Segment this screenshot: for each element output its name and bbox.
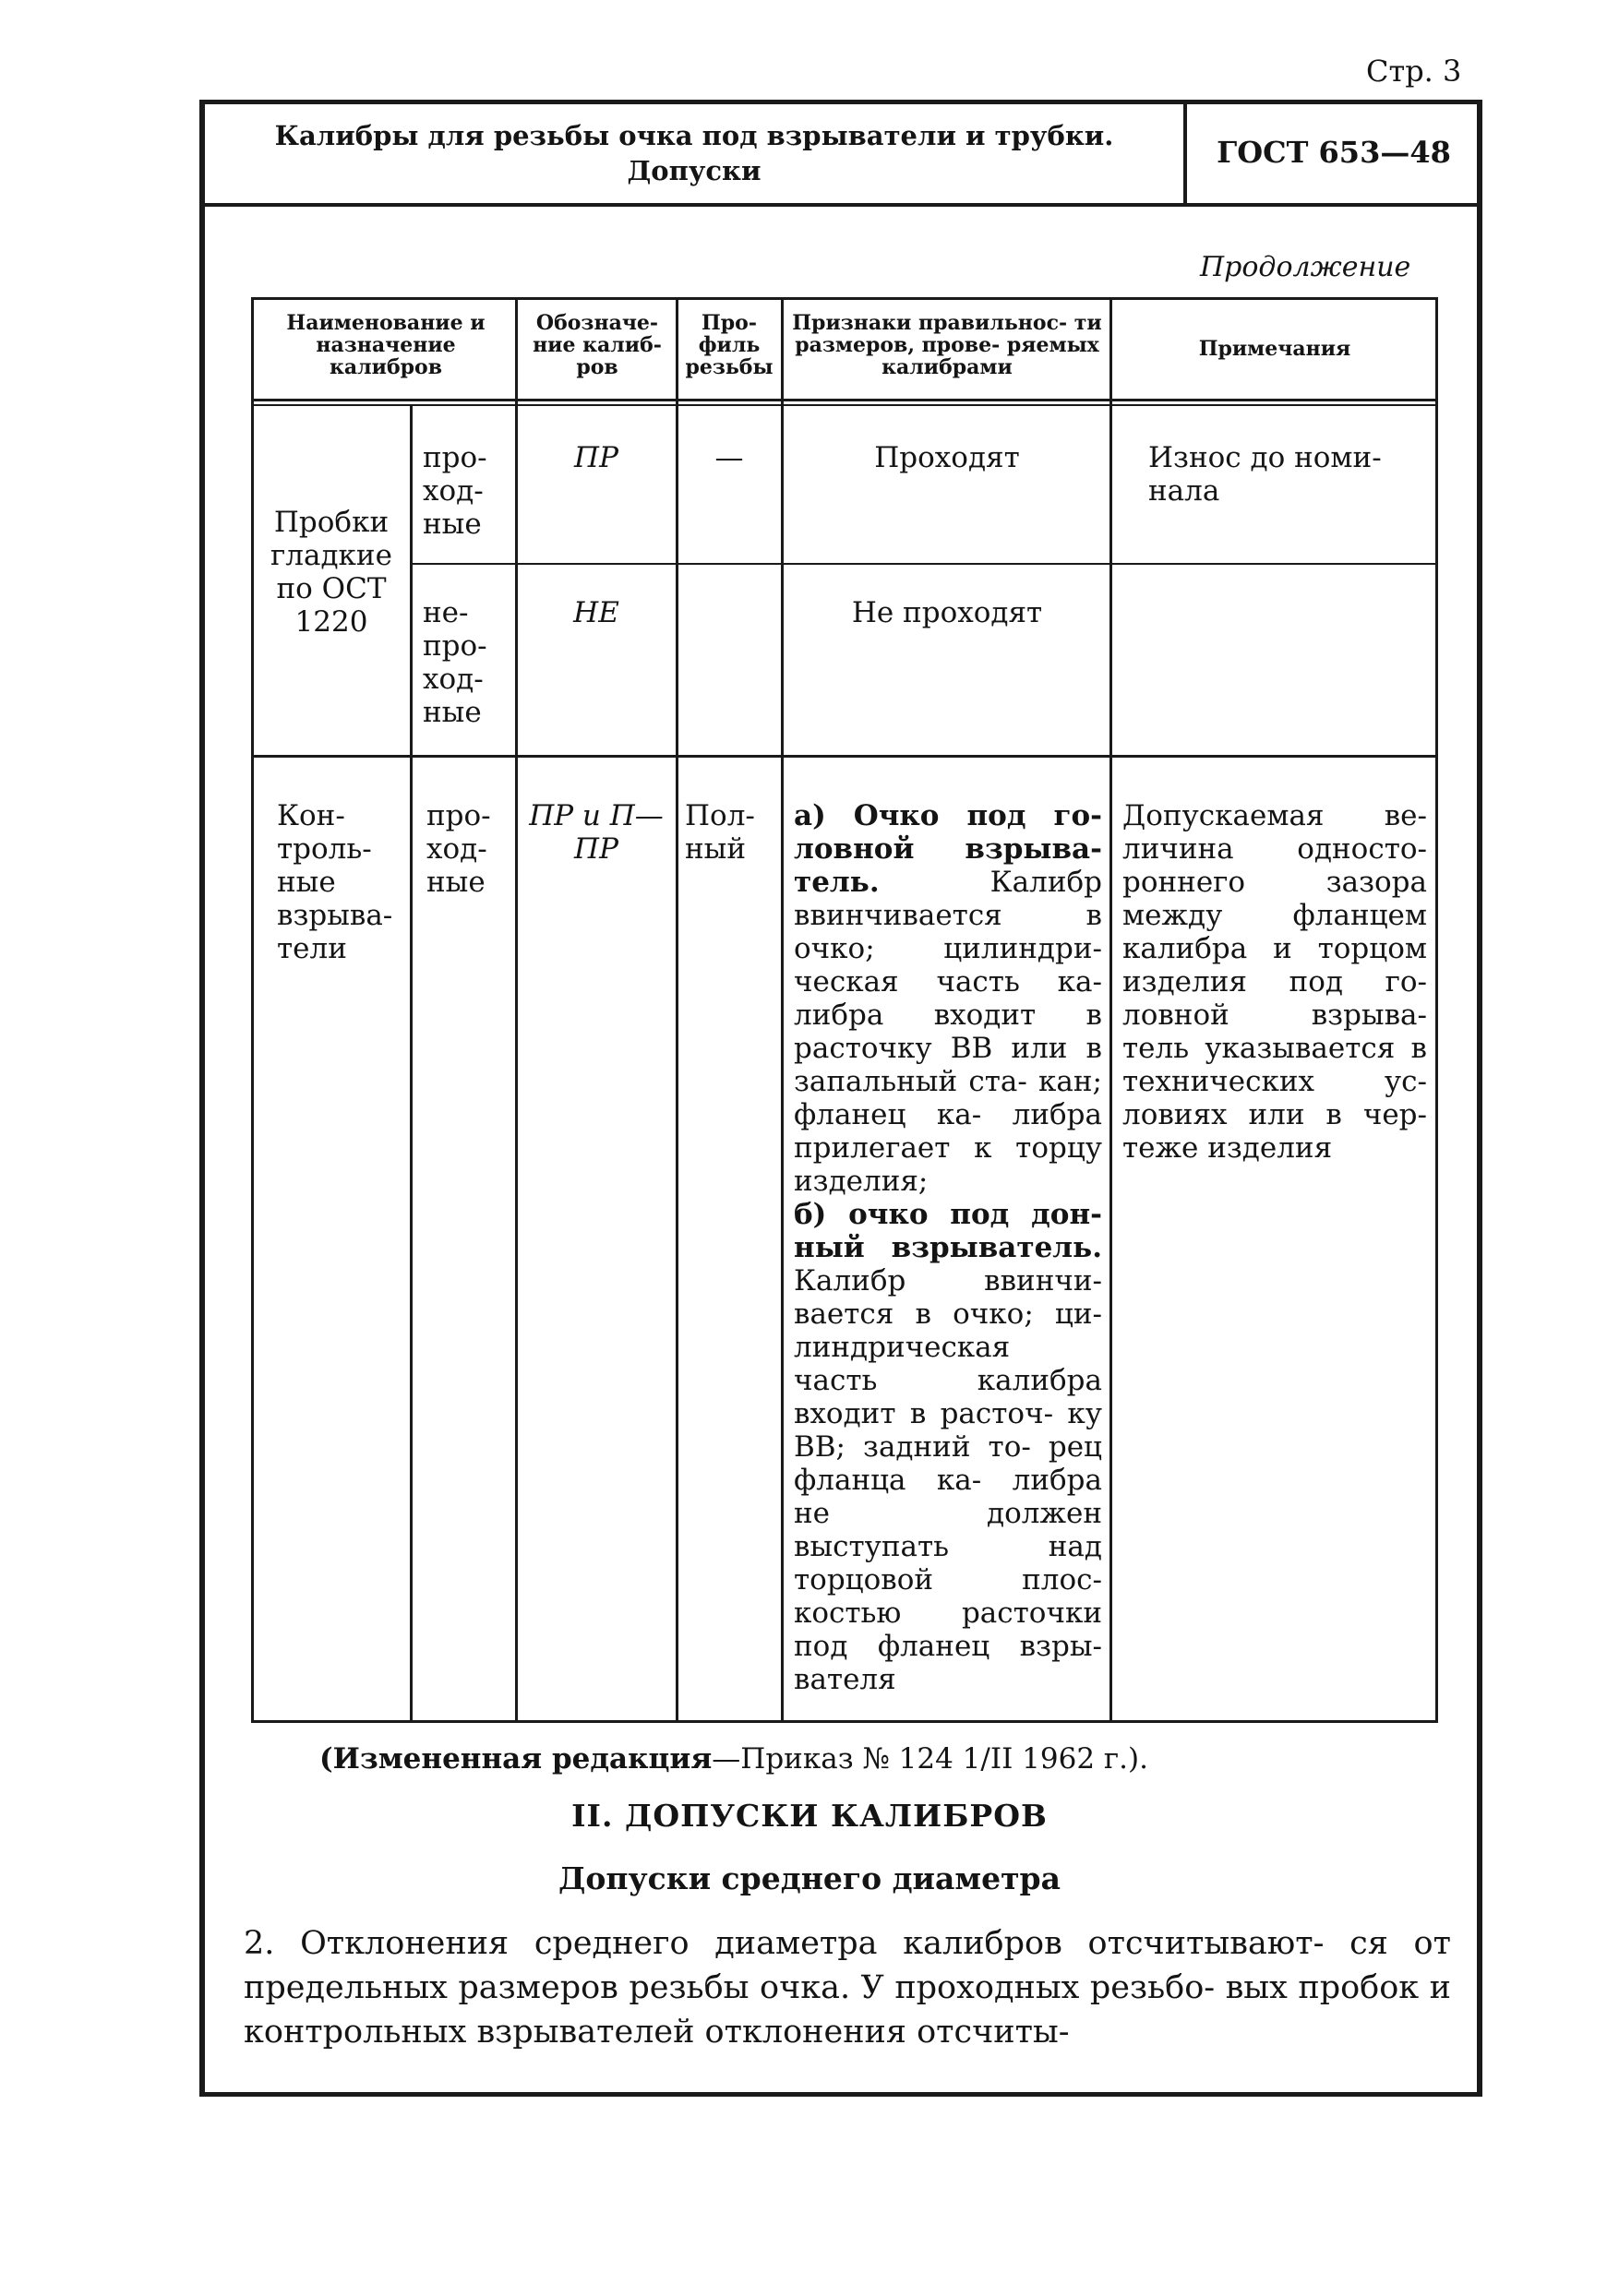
calibers-table — [251, 297, 1438, 1723]
col-line-3 — [781, 297, 784, 1723]
group1-row1-profile: — — [714, 441, 744, 474]
group1-row2-signs: Не проходят — [851, 596, 1043, 629]
gost-code: ГОСТ 653—48 — [1217, 135, 1451, 170]
group1-row1-designation: ПР — [574, 441, 618, 474]
header-title-line2: Допуски — [627, 155, 762, 186]
subsection-title: Допуски среднего диаметра — [558, 1860, 1061, 1896]
group1-row1-sub: про- ход- ные — [423, 441, 487, 541]
header-name: Наименование и назначение калибров — [286, 311, 486, 379]
group1-row2-sub: не- про- ход- ные — [423, 596, 487, 729]
col-line-4 — [1109, 297, 1112, 1723]
group2-profile: Пол- ный — [685, 799, 755, 866]
table-bottom-line — [251, 1720, 1438, 1723]
col-line-2 — [676, 297, 678, 1723]
signs-a-title: а) Очко под го- ловной взрыва- тель. — [794, 799, 1102, 899]
group1-row1-notes: Износ до номи- нала — [1148, 441, 1382, 508]
signs-b-title: б) очко под дон- ный взрыватель. — [794, 1198, 1102, 1264]
header-signs: Признаки правильнос- ти размеров, прове- ряемых калибрами — [792, 311, 1102, 379]
group2-notes: Допускаемая ве- личина односто- роннего зазора между фланцем калибра и торцом изделия под го- ловной взрыва- тель указывается в технических ус- ловиях или в чер- теже изделия — [1122, 799, 1427, 1165]
header-bottom-line-2 — [251, 404, 1438, 406]
col-line-sub — [410, 404, 413, 1723]
row1-bottom-line — [412, 563, 1438, 565]
body-paragraph: 2. Отклонения среднего диаметра калибров отсчитывают- ся от предельных размеров резьбы очка. У проходных резьбо- вых пробок и контрольных взрывателей отклонения отсчиты- — [244, 1925, 1451, 2051]
header-divider — [1183, 100, 1187, 207]
amendment-bold: (Измененная редакция — [319, 1742, 713, 1776]
group2-signs — [794, 799, 1102, 1696]
group2-designation: ПР и П—ПР — [529, 799, 664, 866]
col-line-5 — [1435, 297, 1438, 1723]
header-designation: Обозначе- ние калиб- ров — [533, 311, 662, 379]
group2-sub: про- ход- ные — [426, 799, 491, 899]
col-line-1 — [515, 297, 518, 1723]
amendment-rest: —Приказ № 124 1/II 1962 г.). — [712, 1742, 1148, 1776]
amendment-note — [319, 1742, 1148, 1776]
header-title — [205, 118, 1183, 188]
header-profile: Про- филь резьбы — [685, 311, 774, 379]
group2-name: Кон- троль- ные взрыва- тели — [277, 799, 393, 965]
header-bottom-line — [251, 399, 1438, 401]
header-notes: Примечания — [1198, 337, 1351, 361]
table-top-line — [251, 297, 1438, 300]
signs-a-text: Калибр ввинчивается в очко; цилиндри- ческая часть ка- либра входит в расточку ВВ или в запальный ста- кан; фланец ка- либра прилегает к торцу изделия; — [794, 866, 1102, 1198]
section-title: II. ДОПУСКИ КАЛИБРОВ — [571, 1798, 1048, 1834]
group1-bottom-line — [251, 755, 1438, 758]
signs-b-text: Калибр ввинчи- вается в очко; ци- линдрическая часть калибра входит в расточ- ку ВВ; задний то- рец фланца ка- либра не должен выступать над торцовой плос- костью расточки под фланец взры- вателя — [794, 1264, 1102, 1696]
group1-name: Пробки гладкие по ОСТ 1220 — [270, 506, 392, 639]
group1-row1-signs: Проходят — [874, 441, 1020, 474]
group1-row2-designation: НЕ — [573, 596, 619, 629]
header-title-line1: Калибры для резьбы очка под взрыватели и трубки. — [274, 120, 1114, 151]
continuation-label: Продолжение — [1200, 251, 1411, 283]
page-number: Стр. 3 — [1366, 54, 1462, 89]
